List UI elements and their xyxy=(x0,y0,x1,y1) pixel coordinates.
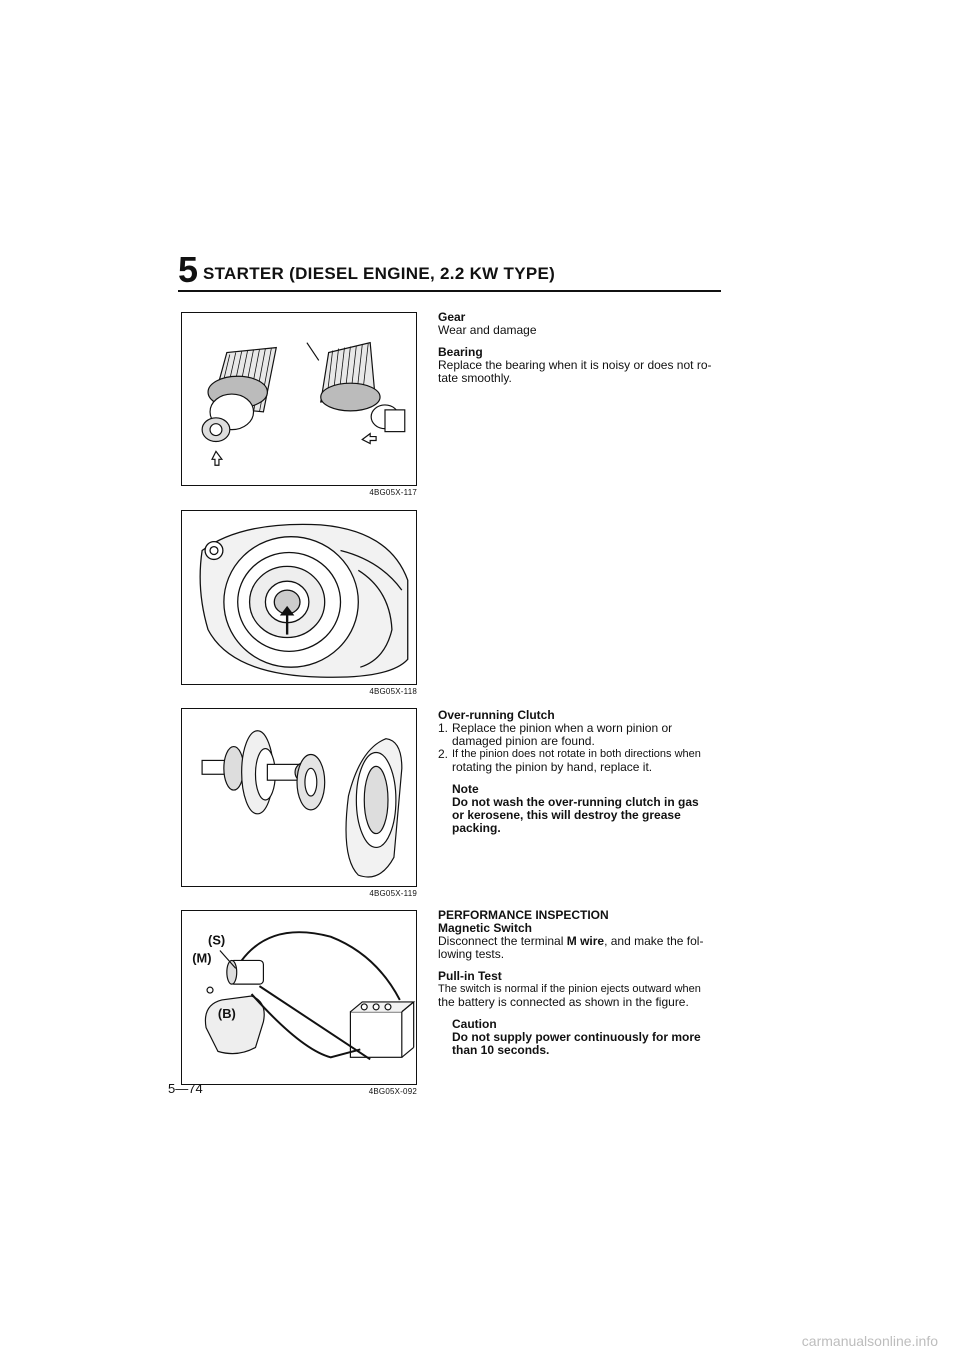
figure-bearing-housing xyxy=(181,510,417,685)
note-line: or kerosene, this will destroy the grease xyxy=(452,808,681,822)
figure-caption: 4BG05X-117 xyxy=(369,488,417,497)
performance-heading: PERFORMANCE INSPECTION xyxy=(438,908,609,922)
magnetic-switch-heading: Magnetic Switch xyxy=(438,921,533,935)
caution-block xyxy=(438,1018,724,1057)
figure-caption: 4BG05X-118 xyxy=(369,687,417,696)
label-b: (B) xyxy=(217,1005,236,1021)
list-line: Replace the pinion when a worn pinion or xyxy=(452,721,673,735)
armature-gear-illustration xyxy=(182,313,416,485)
clutch-heading: Over-running Clutch xyxy=(438,708,555,722)
label-s: (S) xyxy=(208,932,226,948)
caution-line: Do not supply power continuously for more xyxy=(452,1030,701,1044)
overrunning-clutch-illustration xyxy=(182,709,416,886)
figure-caption: 4BG05X-092 xyxy=(368,1087,417,1096)
figure-pullin-test-wiring xyxy=(181,910,417,1085)
caution-title: Caution xyxy=(452,1017,497,1031)
list-line: If the pinion does not rotate in both directions when xyxy=(452,748,701,760)
pullin-heading: Pull-in Test xyxy=(438,969,502,983)
list-number: 2. xyxy=(438,747,449,761)
bearing-body-line: tate smoothly. xyxy=(438,371,512,385)
chapter-number: 5 xyxy=(178,249,199,290)
note-title: Note xyxy=(452,782,479,796)
caution-line: than 10 seconds. xyxy=(452,1043,550,1057)
bearing-body-line: Replace the bearing when it is noisy or does not ro- xyxy=(438,358,712,372)
gear-bearing-section xyxy=(438,311,724,385)
performance-section xyxy=(438,909,724,1057)
figure-overrunning-clutch xyxy=(181,708,417,887)
pullin-test-wiring-illustration xyxy=(182,911,416,1084)
list-item xyxy=(438,748,724,774)
list-number: 1. xyxy=(438,721,449,735)
gear-heading: Gear xyxy=(438,310,466,324)
m-wire-term: M wire xyxy=(566,934,605,948)
bearing-housing-illustration xyxy=(182,511,416,684)
figure-caption: 4BG05X-119 xyxy=(369,889,417,898)
page-title: STARTER (DIESEL ENGINE, 2.2 KW TYPE) xyxy=(203,264,556,283)
note-block xyxy=(438,783,724,835)
bearing-heading: Bearing xyxy=(438,345,483,359)
pullin-line: The switch is normal if the pinion ejects outward when xyxy=(438,983,701,995)
pullin-line: the battery is connected as shown in the figure. xyxy=(438,995,689,1009)
clutch-section xyxy=(438,709,724,835)
note-line: Do not wash the over-running clutch in gas xyxy=(452,795,699,809)
body-text: Disconnect the terminal xyxy=(438,934,567,948)
header-rule xyxy=(178,290,721,292)
gear-body: Wear and damage xyxy=(438,323,537,337)
note-line: packing. xyxy=(452,821,501,835)
label-m: (M) xyxy=(192,950,212,966)
watermark: carmanualsonline.info xyxy=(801,1333,938,1349)
body-text: , and make the fol- xyxy=(604,934,704,948)
page-number: 5—74 xyxy=(168,1081,203,1096)
figure-armature-gear xyxy=(181,312,417,486)
performance-body-line: lowing tests. xyxy=(438,947,505,961)
list-item xyxy=(438,722,724,748)
list-line: damaged pinion are found. xyxy=(452,734,595,748)
list-line: rotating the pinion by hand, replace it. xyxy=(452,760,653,774)
